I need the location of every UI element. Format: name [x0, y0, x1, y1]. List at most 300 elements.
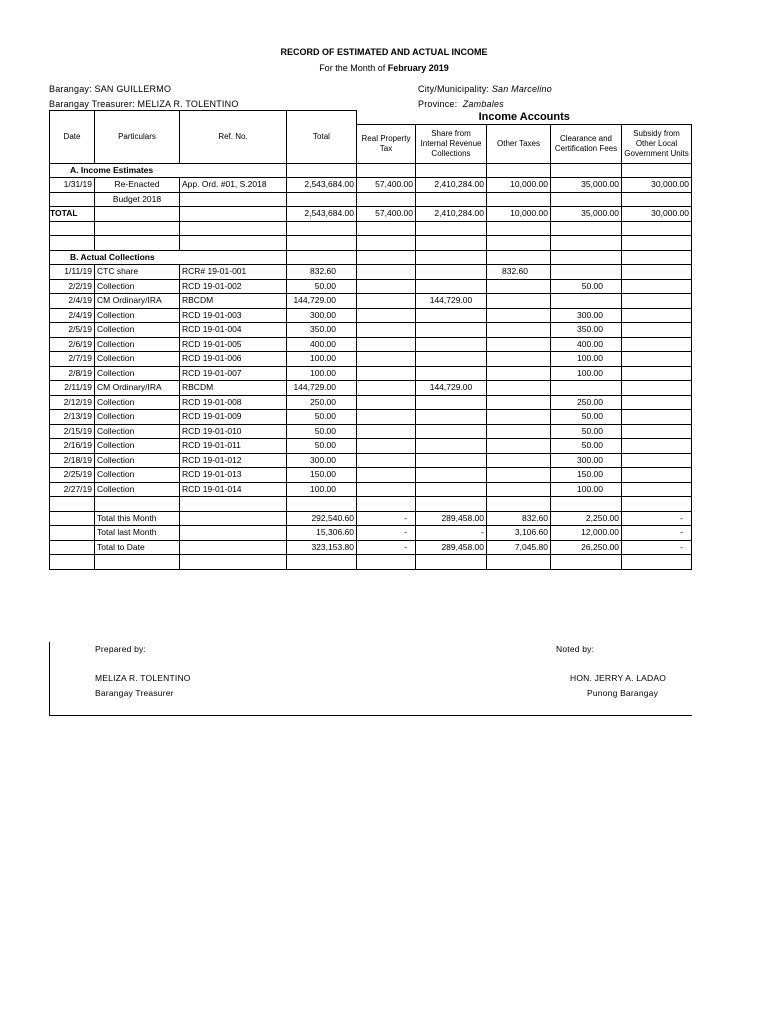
collection-row [50, 308, 692, 323]
cell-other [487, 410, 551, 425]
cell-total: 300.00 [287, 308, 357, 323]
cell-ref: RCD 19-01-011 [180, 439, 287, 454]
cell-date: 2/4/19 [50, 294, 95, 309]
cell-rpt [357, 294, 416, 309]
cell-ref: RCD 19-01-014 [180, 482, 287, 497]
empty-cell [180, 207, 287, 222]
cell-ira [416, 439, 487, 454]
barangay-label: Barangay: [49, 84, 92, 94]
empty-cell [357, 163, 416, 178]
cell-date: 2/5/19 [50, 323, 95, 338]
total-clearance: 35,000.00 [551, 207, 622, 222]
empty-cell [357, 221, 416, 236]
empty-cell [487, 163, 551, 178]
summary-subsidy: - [622, 540, 692, 555]
blank-row [50, 221, 692, 236]
total-other: 10,000.00 [487, 207, 551, 222]
cell-ref: RCD 19-01-002 [180, 279, 287, 294]
cell-rpt [357, 439, 416, 454]
cell-rpt [357, 279, 416, 294]
cell-date [50, 192, 95, 207]
cell-ira [416, 366, 487, 381]
prepared-by-label: Prepared by: [95, 644, 147, 654]
cell-ref: RCD 19-01-010 [180, 424, 287, 439]
cell-date: 2/13/19 [50, 410, 95, 425]
cell-ira [416, 192, 487, 207]
cell-ira [416, 308, 487, 323]
cell-particulars: CM Ordinary/IRA [95, 381, 180, 396]
cell-clearance: 50.00 [551, 279, 622, 294]
cell-ref: RCD 19-01-013 [180, 468, 287, 483]
cell-subsidy [622, 439, 692, 454]
cell-total: 350.00 [287, 323, 357, 338]
city-label: City/Municipality: [418, 84, 490, 94]
empty-cell [622, 163, 692, 178]
cell-clearance [551, 381, 622, 396]
col-ira: Share from Internal Revenue Collections [416, 124, 487, 163]
cell-subsidy [622, 279, 692, 294]
empty-cell [95, 207, 180, 222]
cell-date: 2/2/19 [50, 279, 95, 294]
cell-particulars: Collection [95, 468, 180, 483]
cell-clearance [551, 265, 622, 280]
subtitle-prefix: For the Month of [319, 63, 386, 73]
cell-subsidy: 30,000.00 [622, 178, 692, 193]
empty-cell [50, 221, 95, 236]
cell-ref: RBCDM [180, 294, 287, 309]
cell-particulars: Collection [95, 395, 180, 410]
cell-total: 100.00 [287, 482, 357, 497]
cell-other [487, 366, 551, 381]
cell-total: 100.00 [287, 366, 357, 381]
cell-total: 50.00 [287, 439, 357, 454]
cell-other [487, 294, 551, 309]
cell-ref: App. Ord. #01, S.2018 [180, 178, 287, 193]
cell-ref: RCD 19-01-005 [180, 337, 287, 352]
summary-clearance: 12,000.00 [551, 526, 622, 541]
empty-cell [622, 555, 692, 570]
cell-rpt [357, 323, 416, 338]
summary-clearance: 2,250.00 [551, 511, 622, 526]
summary-total: 292,540.60 [287, 511, 357, 526]
cell-subsidy [622, 482, 692, 497]
cell-date: 2/15/19 [50, 424, 95, 439]
cell-other: 832.60 [487, 265, 551, 280]
cell-other [487, 308, 551, 323]
col-particulars: Particulars [95, 111, 180, 164]
cell-subsidy [622, 366, 692, 381]
cell-clearance [551, 294, 622, 309]
cell-ira [416, 323, 487, 338]
cell-rpt: 57,400.00 [357, 178, 416, 193]
cell-rpt [357, 352, 416, 367]
cell-particulars: Collection [95, 337, 180, 352]
collection-row [50, 366, 692, 381]
cell-total: 50.00 [287, 410, 357, 425]
cell-other [487, 424, 551, 439]
estimate-row [50, 192, 692, 207]
empty-cell [357, 497, 416, 512]
cell-clearance: 150.00 [551, 468, 622, 483]
cell-clearance: 350.00 [551, 323, 622, 338]
collection-row [50, 352, 692, 367]
summary-other: 832.60 [487, 511, 551, 526]
cell-subsidy [622, 424, 692, 439]
cell-other [487, 352, 551, 367]
cell-subsidy [622, 395, 692, 410]
cell-clearance [551, 192, 622, 207]
empty-cell [95, 236, 180, 251]
section-collections [50, 250, 692, 265]
cell-date: 2/27/19 [50, 482, 95, 497]
cell-total [287, 192, 357, 207]
cell-ira: 144,729.00 [416, 294, 487, 309]
empty-cell [50, 236, 95, 251]
empty-cell [95, 221, 180, 236]
income-accounts-header: Income Accounts [357, 111, 692, 125]
empty-cell [487, 250, 551, 265]
empty-cell [357, 236, 416, 251]
cell-total: 832.60 [287, 265, 357, 280]
cell-other [487, 323, 551, 338]
province-line [418, 99, 504, 109]
summary-label: Total to Date [95, 540, 180, 555]
empty-cell [287, 250, 357, 265]
cell-ref: RCD 19-01-003 [180, 308, 287, 323]
cell-clearance: 300.00 [551, 308, 622, 323]
total-label: TOTAL [50, 207, 95, 222]
cell-ira [416, 279, 487, 294]
empty-cell [487, 221, 551, 236]
cell-particulars: Collection [95, 410, 180, 425]
empty-cell [551, 163, 622, 178]
summary-rpt: - [357, 511, 416, 526]
collection-row [50, 323, 692, 338]
empty-cell [416, 497, 487, 512]
summary-label: Total this Month [95, 511, 180, 526]
cell-ref: RBCDM [180, 381, 287, 396]
cell-ira [416, 265, 487, 280]
summary-row [50, 526, 692, 541]
cell-date: 2/6/19 [50, 337, 95, 352]
summary-total: 323,153.80 [287, 540, 357, 555]
treasurer-value: MELIZA R. TOLENTINO [137, 99, 239, 109]
cell-other: 10,000.00 [487, 178, 551, 193]
cell-subsidy [622, 323, 692, 338]
prepared-by-title: Barangay Treasurer [95, 688, 174, 698]
empty-cell [50, 497, 95, 512]
income-ledger-table [49, 110, 692, 570]
empty-cell [551, 555, 622, 570]
empty-cell [180, 555, 287, 570]
province-label: Province: [418, 99, 458, 109]
empty-cell [180, 221, 287, 236]
col-rpt: Real Property Tax [357, 124, 416, 163]
header-row-top [50, 111, 692, 125]
noted-by-name: HON. JERRY A. LADAO [570, 673, 667, 683]
cell-total: 100.00 [287, 352, 357, 367]
cell-particulars: Collection [95, 439, 180, 454]
empty-cell [95, 555, 180, 570]
empty-cell [95, 497, 180, 512]
cell-ira [416, 482, 487, 497]
cell-clearance: 100.00 [551, 482, 622, 497]
empty-cell [416, 236, 487, 251]
cell-ira: 144,729.00 [416, 381, 487, 396]
cell-particulars: Collection [95, 279, 180, 294]
summary-rpt: - [357, 526, 416, 541]
cell-date: 2/8/19 [50, 366, 95, 381]
summary-label: Total last Month [95, 526, 180, 541]
empty-cell [551, 236, 622, 251]
cell-clearance: 100.00 [551, 366, 622, 381]
cell-particulars: CTC share [95, 265, 180, 280]
cell-other [487, 395, 551, 410]
blank-row [50, 236, 692, 251]
empty-cell [287, 555, 357, 570]
cell-rpt [357, 410, 416, 425]
empty-cell [551, 221, 622, 236]
cell-subsidy [622, 453, 692, 468]
summary-clearance: 26,250.00 [551, 540, 622, 555]
total-rpt: 57,400.00 [357, 207, 416, 222]
cell-date: 1/31/19 [50, 178, 95, 193]
empty-cell [487, 236, 551, 251]
estimate-row [50, 178, 692, 193]
blank-row [50, 497, 692, 512]
province-value: Zambales [462, 99, 504, 109]
cell-clearance: 100.00 [551, 352, 622, 367]
empty-cell [287, 497, 357, 512]
cell-subsidy [622, 381, 692, 396]
collection-row [50, 410, 692, 425]
cell-total: 400.00 [287, 337, 357, 352]
cell-rpt [357, 265, 416, 280]
cell-date: 2/12/19 [50, 395, 95, 410]
collection-row [50, 337, 692, 352]
cell-subsidy [622, 294, 692, 309]
summary-other: 3,106.60 [487, 526, 551, 541]
total-subsidy: 30,000.00 [622, 207, 692, 222]
empty-cell [622, 250, 692, 265]
total-ira: 2,410,284.00 [416, 207, 487, 222]
cell-date: 2/18/19 [50, 453, 95, 468]
section-estimates [50, 163, 692, 178]
cell-date: 1/11/19 [50, 265, 95, 280]
empty-cell [622, 236, 692, 251]
collection-row [50, 381, 692, 396]
cell-subsidy [622, 352, 692, 367]
cell-particulars: Collection [95, 424, 180, 439]
cell-ref: RCD 19-01-009 [180, 410, 287, 425]
cell-particulars: Collection [95, 323, 180, 338]
cell-rpt [357, 395, 416, 410]
summary-ira: - [416, 526, 487, 541]
summary-row [50, 540, 692, 555]
empty-cell [416, 250, 487, 265]
summary-rpt: - [357, 540, 416, 555]
collection-row [50, 424, 692, 439]
cell-particulars: Budget 2018 [95, 192, 180, 207]
empty-cell [357, 250, 416, 265]
cell-date: 2/7/19 [50, 352, 95, 367]
cell-ref: RCD 19-01-004 [180, 323, 287, 338]
cell-rpt [357, 468, 416, 483]
cell-other [487, 439, 551, 454]
city-value: San Marcelino [491, 84, 552, 94]
empty-cell [180, 540, 287, 555]
cell-clearance: 50.00 [551, 424, 622, 439]
cell-particulars: Re-Enacted [95, 178, 180, 193]
cell-ref: RCD 19-01-007 [180, 366, 287, 381]
cell-rpt [357, 453, 416, 468]
cell-rpt [357, 192, 416, 207]
empty-cell [180, 236, 287, 251]
col-subsidy: Subsidy from Other Local Government Units [622, 124, 692, 163]
empty-cell [622, 497, 692, 512]
col-other-taxes: Other Taxes [487, 124, 551, 163]
cell-other [487, 337, 551, 352]
summary-ira: 289,458.00 [416, 540, 487, 555]
cell-subsidy [622, 337, 692, 352]
cell-ira [416, 453, 487, 468]
cell-clearance: 300.00 [551, 453, 622, 468]
cell-total: 144,729.00 [287, 294, 357, 309]
treasurer-line [49, 99, 239, 109]
cell-particulars: Collection [95, 366, 180, 381]
cell-date: 2/11/19 [50, 381, 95, 396]
cell-total: 150.00 [287, 468, 357, 483]
cell-ref: RCD 19-01-012 [180, 453, 287, 468]
cell-date: 2/4/19 [50, 308, 95, 323]
empty-cell [357, 555, 416, 570]
cell-ira [416, 395, 487, 410]
cell-other [487, 482, 551, 497]
cell-particulars: Collection [95, 352, 180, 367]
cell-total: 250.00 [287, 395, 357, 410]
cell-subsidy [622, 308, 692, 323]
collection-row [50, 439, 692, 454]
report-title: RECORD OF ESTIMATED AND ACTUAL INCOME [280, 47, 488, 57]
cell-clearance: 35,000.00 [551, 178, 622, 193]
empty-cell [50, 555, 95, 570]
cell-ref: RCD 19-01-006 [180, 352, 287, 367]
cell-other [487, 381, 551, 396]
cell-date: 2/16/19 [50, 439, 95, 454]
collection-row [50, 279, 692, 294]
cell-subsidy [622, 192, 692, 207]
cell-particulars: Collection [95, 453, 180, 468]
empty-cell [416, 221, 487, 236]
empty-cell [50, 540, 95, 555]
cell-clearance: 50.00 [551, 439, 622, 454]
empty-cell [551, 497, 622, 512]
collection-row [50, 453, 692, 468]
cell-ira [416, 410, 487, 425]
cell-ira [416, 337, 487, 352]
cell-ira [416, 352, 487, 367]
cell-total: 300.00 [287, 453, 357, 468]
cell-rpt [357, 424, 416, 439]
collection-row [50, 294, 692, 309]
collection-row [50, 482, 692, 497]
col-clearance: Clearance and Certification Fees [551, 124, 622, 163]
empty-cell [416, 555, 487, 570]
col-date: Date [50, 111, 95, 164]
city-line [418, 84, 556, 94]
empty-cell [487, 555, 551, 570]
cell-particulars: Collection [95, 308, 180, 323]
cell-total: 50.00 [287, 424, 357, 439]
cell-subsidy [622, 410, 692, 425]
barangay-line [49, 84, 171, 94]
cell-other [487, 453, 551, 468]
cell-rpt [357, 381, 416, 396]
cell-clearance: 50.00 [551, 410, 622, 425]
report-month: February 2019 [387, 63, 449, 73]
col-total: Total [287, 111, 357, 164]
summary-row [50, 511, 692, 526]
summary-other: 7,045.80 [487, 540, 551, 555]
cell-ref: RCD 19-01-008 [180, 395, 287, 410]
noted-by-title: Punong Barangay [587, 688, 659, 698]
cell-clearance: 400.00 [551, 337, 622, 352]
cell-ira [416, 424, 487, 439]
cell-rpt [357, 482, 416, 497]
cell-rpt [357, 366, 416, 381]
empty-cell [50, 511, 95, 526]
cell-other [487, 192, 551, 207]
summary-total: 15,306.60 [287, 526, 357, 541]
cell-rpt [357, 308, 416, 323]
summary-subsidy: - [622, 511, 692, 526]
cell-ref [180, 192, 287, 207]
empty-cell [50, 526, 95, 541]
summary-subsidy: - [622, 526, 692, 541]
cell-subsidy [622, 468, 692, 483]
cell-other [487, 468, 551, 483]
barangay-value: SAN GUILLERMO [94, 84, 172, 94]
empty-cell [287, 221, 357, 236]
empty-cell [180, 511, 287, 526]
noted-by-label: Noted by: [556, 644, 595, 654]
cell-total: 2,543,684.00 [287, 178, 357, 193]
collection-row [50, 395, 692, 410]
prepared-by-name: MELIZA R. TOLENTINO [95, 673, 191, 683]
empty-cell [416, 163, 487, 178]
treasurer-label: Barangay Treasurer: [49, 99, 135, 109]
cell-clearance: 250.00 [551, 395, 622, 410]
section-collections-label: B. Actual Collections [50, 250, 287, 265]
cell-total: 144,729.00 [287, 381, 357, 396]
cell-ira [416, 468, 487, 483]
empty-cell [180, 497, 287, 512]
cell-ref: RCR# 19-01-001 [180, 265, 287, 280]
summary-ira: 289,458.00 [416, 511, 487, 526]
cell-particulars: CM Ordinary/IRA [95, 294, 180, 309]
total-total: 2,543,684.00 [287, 207, 357, 222]
cell-subsidy [622, 265, 692, 280]
empty-cell [287, 163, 357, 178]
empty-cell [487, 497, 551, 512]
cell-ira: 2,410,284.00 [416, 178, 487, 193]
empty-cell [287, 236, 357, 251]
cell-other [487, 279, 551, 294]
estimate-total-row [50, 207, 692, 222]
cell-rpt [357, 337, 416, 352]
cell-total: 50.00 [287, 279, 357, 294]
cell-particulars: Collection [95, 482, 180, 497]
